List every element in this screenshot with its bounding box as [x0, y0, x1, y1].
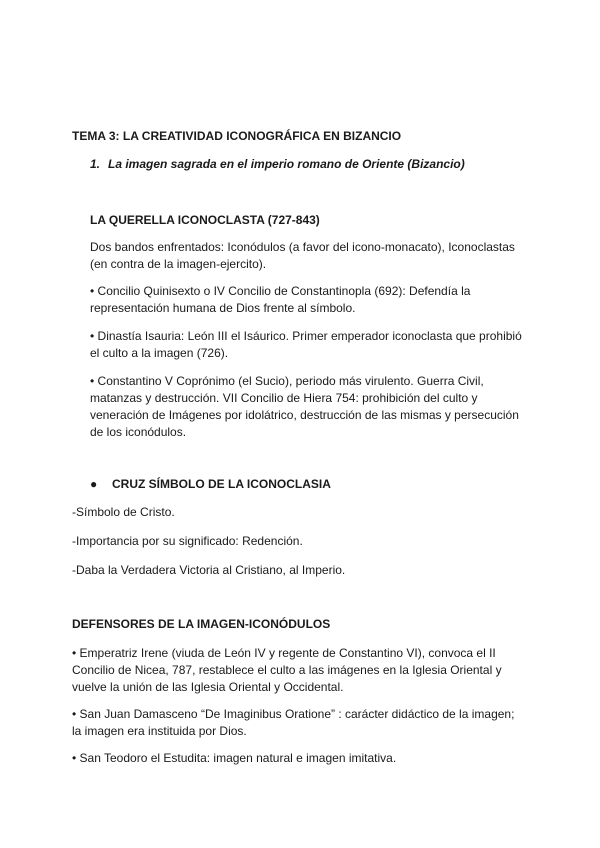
cruz-line-simbolo: -Símbolo de Cristo. — [72, 505, 175, 519]
paragraph-line: veneración de Imágenes por idolátrico, destrucción de las mismas y persecución — [90, 408, 519, 422]
defensores-bullet-damasceno — [72, 706, 532, 740]
querella-bullet-quinisexto — [90, 283, 530, 317]
querella-heading: LA QUERELLA ICONOCLASTA (727-843) — [90, 213, 320, 227]
paragraph-line: la imagen era instituida por Dios. — [72, 724, 247, 738]
paragraph-line: representación humana de Dios frente al símbolo. — [90, 301, 356, 315]
paragraph-line: Concilio de Nicea, 787, restablece el culto a las imágenes en la Iglesia Oriental y — [72, 663, 502, 677]
cruz-heading — [90, 476, 530, 493]
paragraph-line: vuelve la unión de las Iglesia Oriental y Occidental. — [72, 680, 344, 694]
paragraph-line: • San Juan Damasceno “De Imaginibus Oratione” : carácter didáctico de la imagen; — [72, 707, 515, 721]
section-subheading — [90, 156, 570, 173]
cruz-line-importancia: -Importancia por su significado: Redención. — [72, 534, 303, 548]
defensores-bullet-irene — [72, 645, 532, 696]
paragraph-line: (en contra de la imagen-ejercito). — [90, 257, 267, 271]
paragraph-line: Dos bandos enfrentados: Iconódulos (a favor del icono-monacato), Iconoclastas — [90, 240, 515, 254]
querella-bullet-constantino — [90, 373, 530, 441]
paragraph-line: • Dinastía Isauria: León III el Isáurico. Primer emperador iconoclasta que prohibió — [90, 329, 522, 343]
paragraph-line: • Concilio Quinisexto o IV Concilio de Constantinopla (692): Defendía la — [90, 284, 471, 298]
paragraph-line: de los iconódulos. — [90, 425, 187, 439]
subheading-text: La imagen sagrada en el imperio romano de Oriente (Bizancio) — [108, 157, 465, 171]
cruz-line-victoria: -Daba la Verdadera Victoria al Cristiano, al Imperio. — [72, 563, 346, 577]
paragraph-line: • San Teodoro el Estudita: imagen natural e imagen imitativa. — [72, 751, 397, 765]
document-title: TEMA 3: LA CREATIVIDAD ICONOGRÁFICA EN BIZANCIO — [72, 129, 402, 143]
subheading-number: 1. — [90, 157, 101, 171]
paragraph-line: • Emperatriz Irene (viuda de León IV y regente de Constantino VI), convoca el II — [72, 646, 496, 660]
paragraph-line: el culto a la imagen (726). — [90, 346, 229, 360]
defensores-bullet-teodoro — [72, 750, 532, 767]
paragraph-line: matanzas y destrucción. VII Concilio de Hiera 754: prohibición del culto y — [90, 391, 478, 405]
querella-intro-paragraph — [90, 239, 530, 273]
bullet-dot-icon: ● — [90, 477, 98, 491]
cruz-heading-text: CRUZ SÍMBOLO DE LA ICONOCLASIA — [112, 477, 331, 491]
querella-bullet-isauria — [90, 328, 530, 362]
defensores-heading: DEFENSORES DE LA IMAGEN-ICONÓDULOS — [72, 617, 331, 631]
paragraph-line: • Constantino V Coprónimo (el Sucio), periodo más virulento. Guerra Civil, — [90, 374, 484, 388]
